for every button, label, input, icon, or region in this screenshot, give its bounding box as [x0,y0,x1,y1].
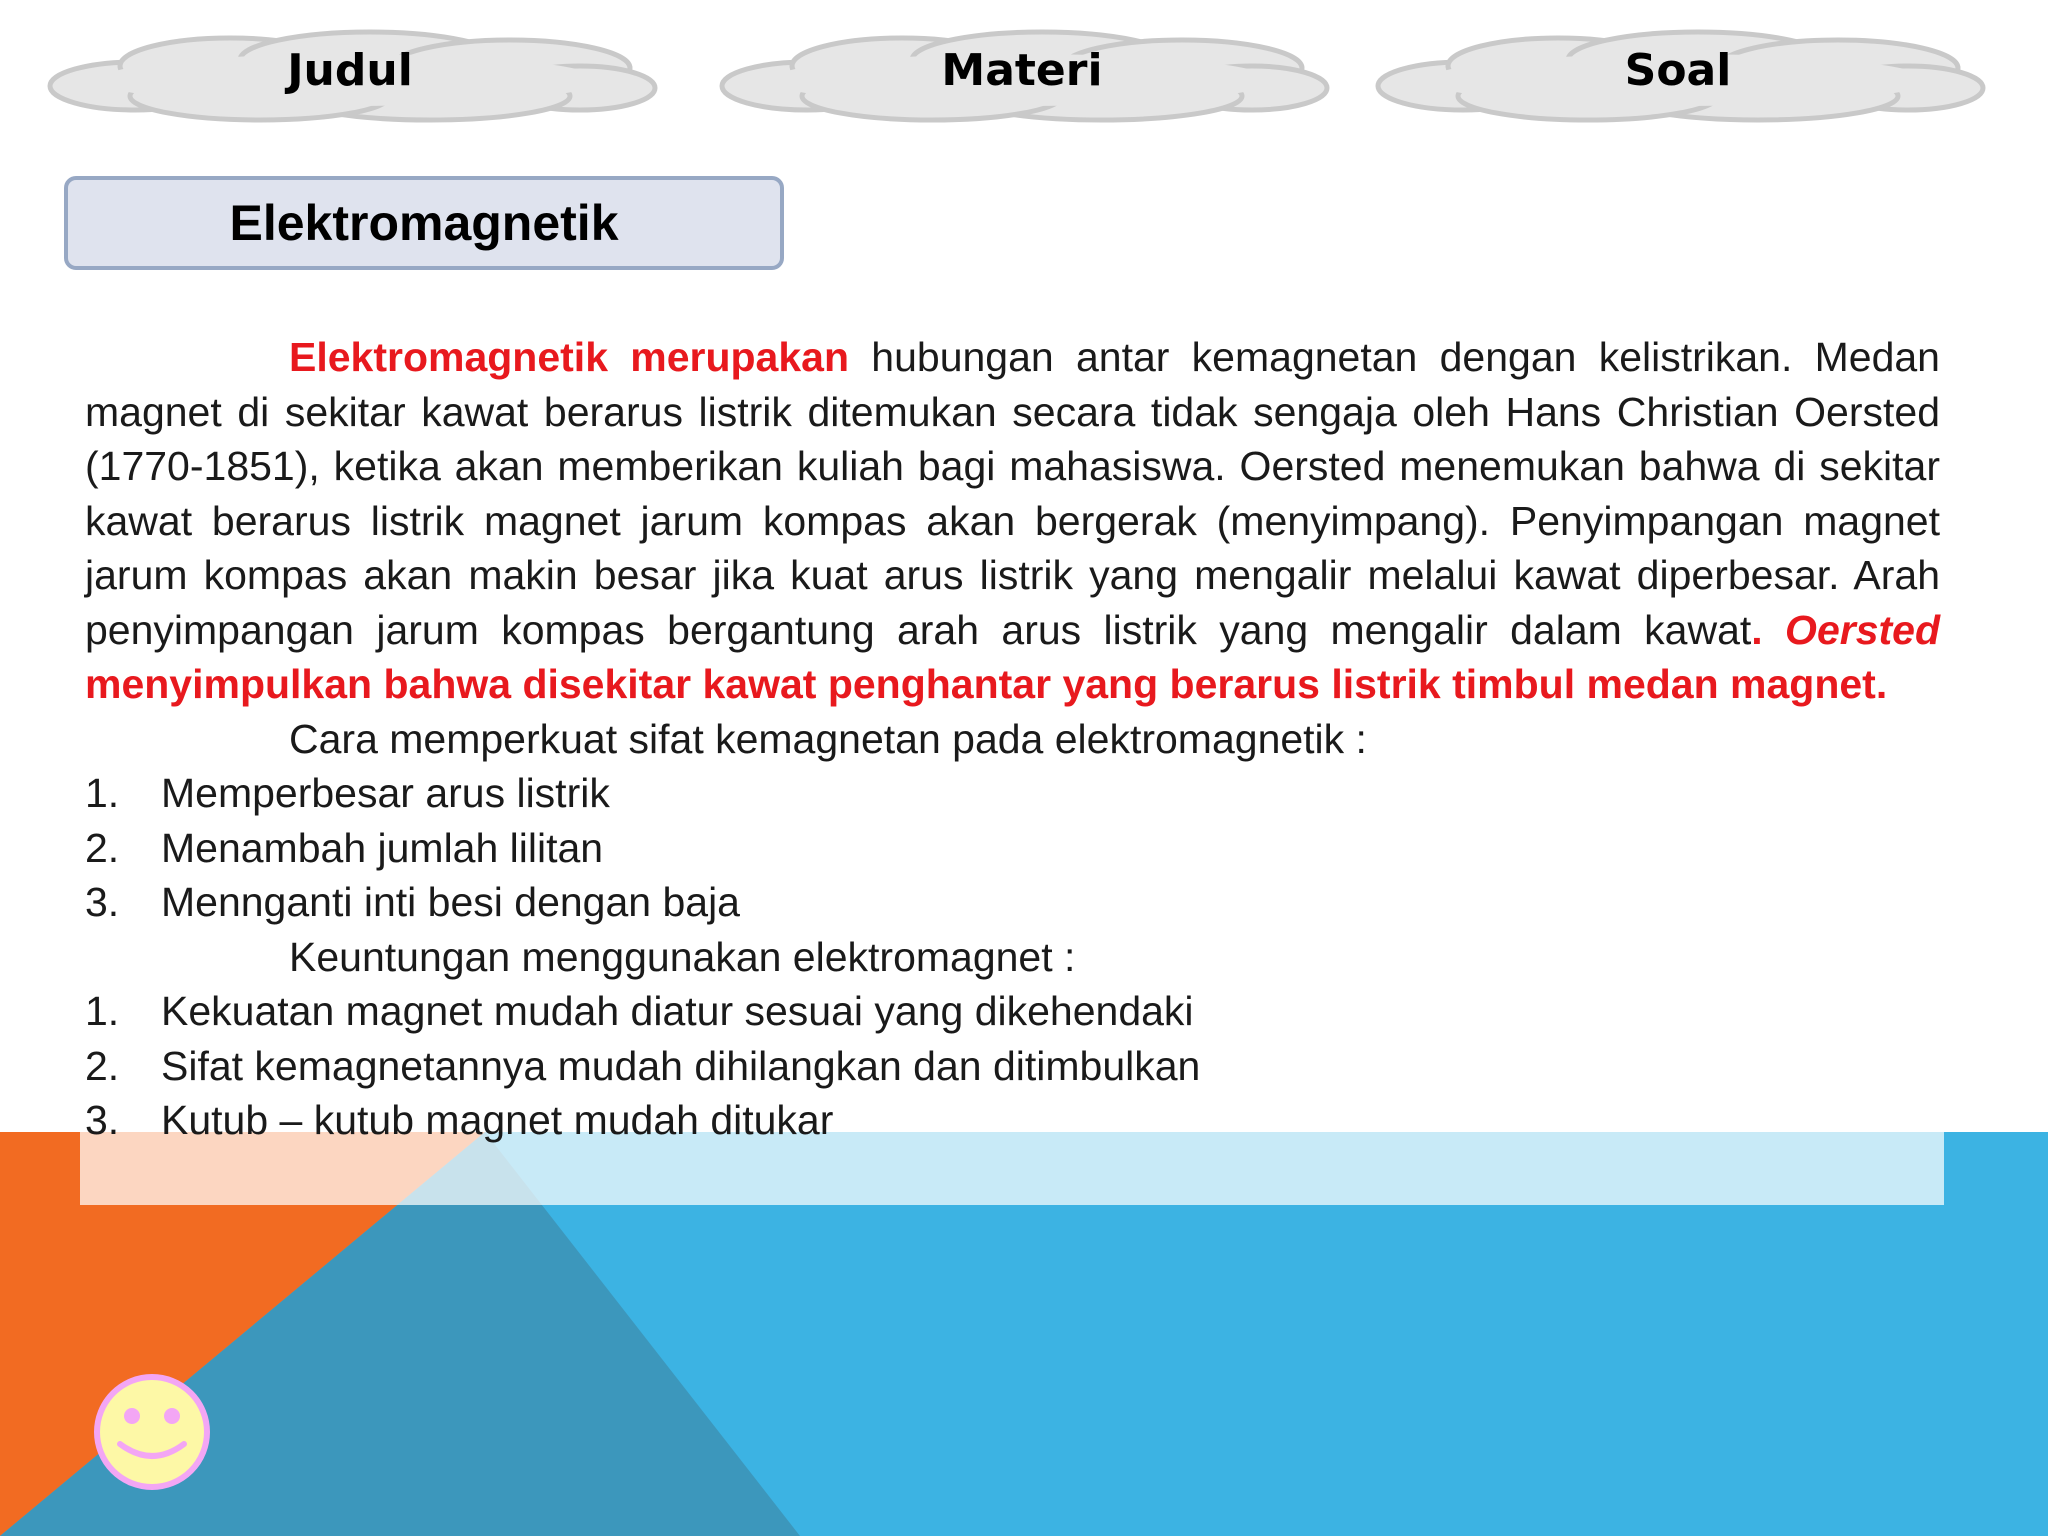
period-red: . [1751,606,1786,653]
list-number: 2. [85,824,120,871]
list-text: Kutub – kutub magnet mudah ditukar [161,1097,834,1143]
list-item [85,984,1940,1039]
nav-judul-button[interactable] [40,24,660,124]
list-item [85,821,1940,876]
advantages-heading: Keuntungan menggunakan elektromagnet : [289,933,1076,980]
list-text: Kekuatan magnet mudah diatur sesuai yang dikehendaki [161,988,1194,1034]
title-box [64,176,784,270]
intro-paragraph [85,330,1940,712]
list-text: Menambah jumlah lilitan [161,824,604,871]
list-item [85,875,1940,930]
nav-soal-button[interactable] [1368,24,1988,124]
intro-body-text: hubungan antar kemagnetan dengan kelistrikan. Medan magnet di sekitar kawat berarus listrik ditemukan secara tidak sengaja oleh Hans Christian Oersted (1770-1851), ketika akan memberikan kuliah bagi mahasiswa. Oersted menemukan bahwa di sekitar kawat berarus listrik magnet jarum kompas akan bergerak (menyimpang). Penyimpangan magnet jarum kompas akan makin besar jika kuat arus listrik yang mengalir melalui kawat diperbesar. Arah penyimpangan jarum kompas bergantung arah arus listrik yang mengalir dalam kawat [85,334,1940,653]
nav-materi-button[interactable] [712,24,1332,124]
page-title: Elektromagnetik [229,195,619,251]
strengthen-heading: Cara memperkuat sifat kemagnetan pada elektromagnetik : [289,715,1367,762]
oersted-name: Oersted [1785,606,1940,653]
strengthen-list [85,766,1940,930]
list-number: 1. [85,770,120,816]
list-text: Memperbesar arus listrik [161,770,610,816]
content-body [85,330,1940,1148]
list-text: Mennganti inti besi dengan baja [161,879,740,925]
nav-judul-label: Judul [287,44,413,96]
list-number: 2. [85,1042,120,1089]
nav-soal-label: Soal [1624,44,1732,96]
list-item [85,1093,1940,1148]
advantages-list [85,984,1940,1148]
lead-highlight: Elektromagnetik merupakan [289,334,850,380]
smiley-face-icon[interactable] [92,1372,212,1492]
conclusion-highlight: menyimpulkan bahwa disekitar kawat penghantar yang berarus listrik timbul medan magnet. [85,661,1888,707]
list-text: Sifat kemagnetannya mudah dihilangkan dan ditimbulkan [161,1042,1201,1089]
list-item [85,1039,1940,1094]
list-number: 3. [85,879,120,925]
list-item [85,766,1940,821]
list-number: 3. [85,1097,120,1143]
nav-materi-label: Materi [941,44,1103,96]
list-number: 1. [85,988,120,1034]
